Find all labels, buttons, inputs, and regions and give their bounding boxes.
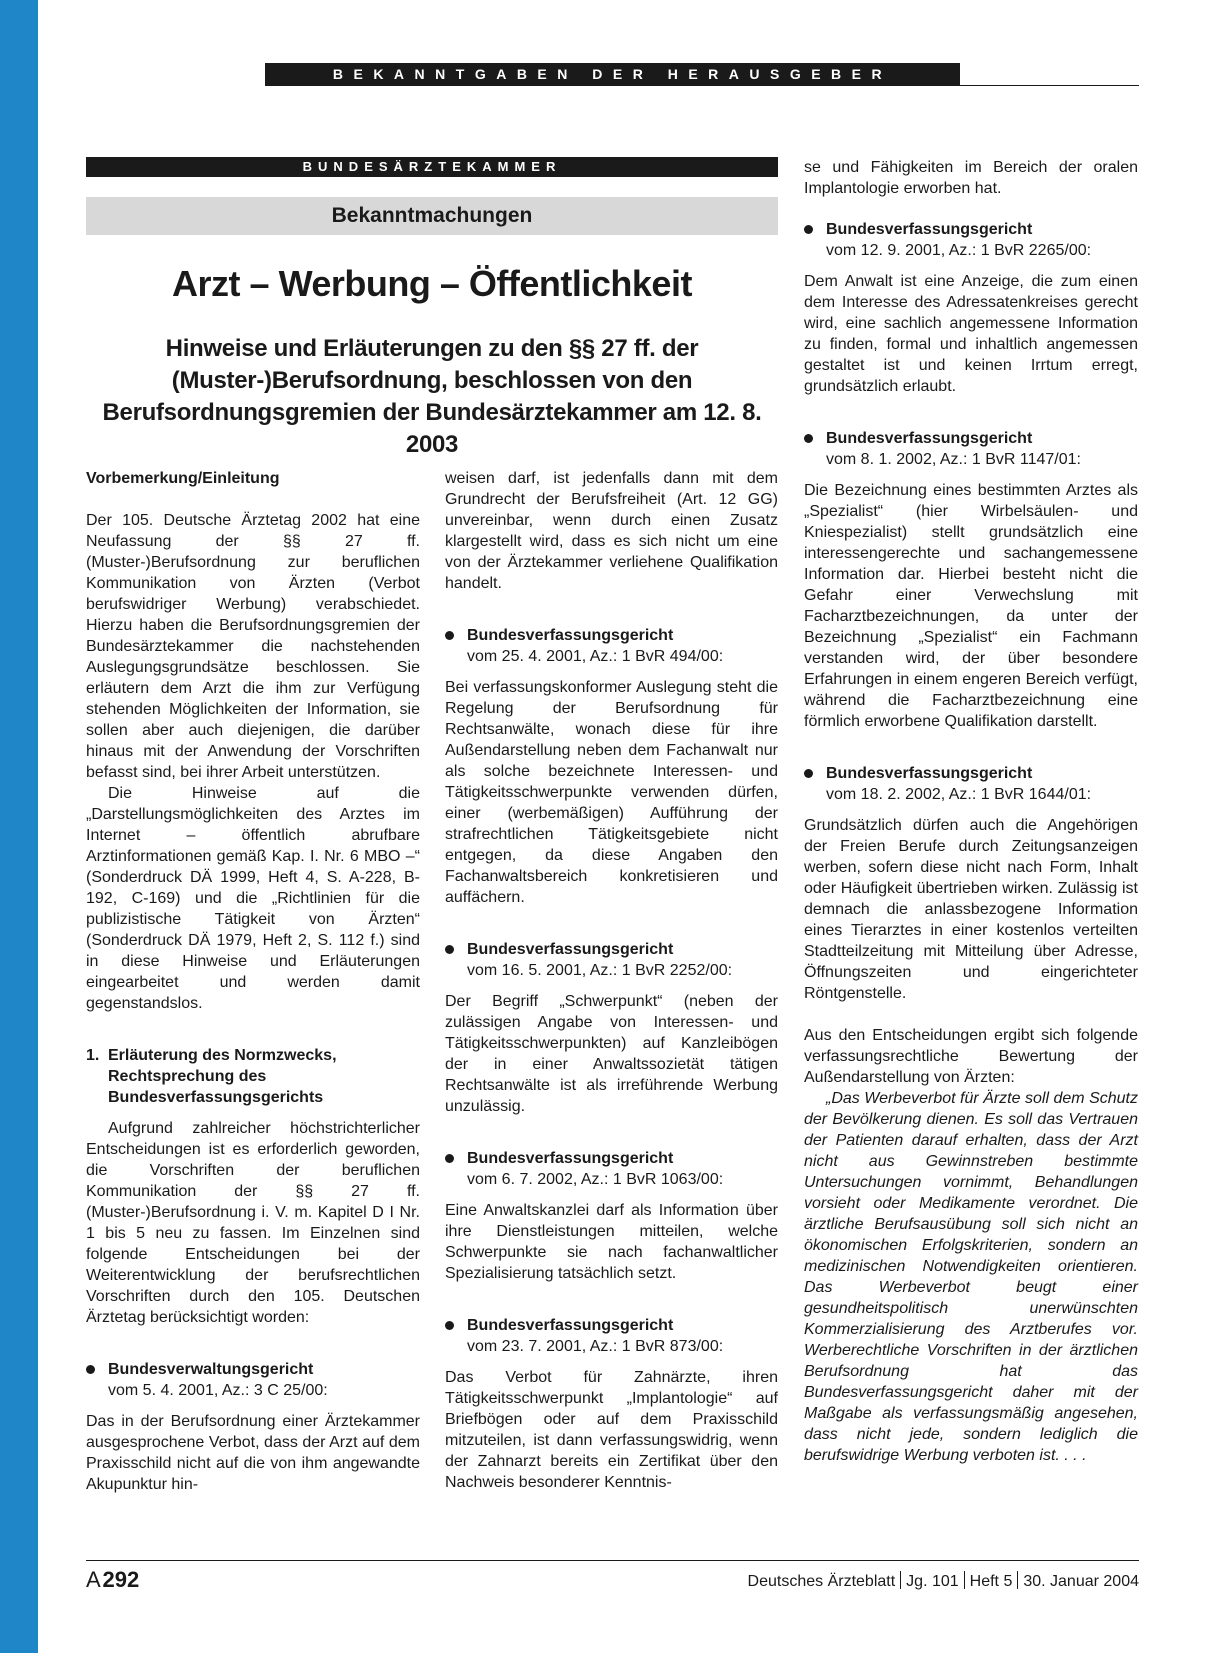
court-reference: vom 18. 2. 2002, Az.: 1 BvR 1644/01: <box>826 786 1092 803</box>
section-subheading: Bekanntmachungen <box>86 197 778 235</box>
journal-name: Deutsches Ärzteblatt <box>747 1573 896 1590</box>
header-banner: BEKANNTGABEN DER HERAUSGEBER <box>265 63 960 85</box>
section-label: BUNDESÄRZTEKAMMER <box>86 157 778 177</box>
header-rule <box>265 85 1139 86</box>
separator <box>900 1571 901 1589</box>
article-subtitle: Hinweise und Erläuterungen zu den §§ 27 ff. der (Muster-)Berufsordnung, beschlossen von den Berufsordnungsgremien der Bundesärztekammer am 12. 8. 2003 <box>102 335 762 458</box>
paragraph: Das in der Berufsordnung einer Ärztekammer ausgesprochene Verbot, dass der Arzt auf dem Praxisschild nicht auf die von ihm angewandte Akupunktur hin- <box>86 1413 420 1493</box>
separator <box>964 1571 965 1589</box>
court-name: Bundesverfassungsgericht <box>445 625 778 646</box>
journal-volume: Jg. 101 <box>906 1573 959 1590</box>
paragraph: Aus den Entscheidungen ergibt sich folgende verfassungsrechtliche Bewertung der Außendarstellung von Ärzten: <box>804 1027 1138 1086</box>
court-name: Bundesverfassungsgericht <box>445 1148 778 1169</box>
footer-rule <box>86 1560 1139 1561</box>
footer-citation <box>748 1571 1139 1591</box>
section-heading <box>86 1045 420 1108</box>
side-color-bar <box>0 0 38 1653</box>
court-reference: vom 23. 7. 2001, Az.: 1 BvR 873/00: <box>467 1338 724 1355</box>
section-number: 1. <box>86 1047 100 1064</box>
section-title: Erläuterung des Normzwecks, Rechtsprechung des Bundesverfassungsgerichts <box>108 1047 337 1106</box>
court-name: Bundesverfassungsgericht <box>445 1315 778 1336</box>
journal-date: 30. Januar 2004 <box>1023 1573 1139 1590</box>
paragraph: Die Hinweise auf die „Darstellungsmöglichkeiten des Arztes im Internet – öffentlich abrufbare Arztinformationen gemäß Kap. I. Nr. 6 MBO –“ (Sonderdruck DÄ 1999, Heft 4, S. A-228, B-192, C-169) und die „Richtlinien für die publizistische Tätigkeit von Ärzten“ (Sonderdruck DÄ 1979, Heft 2, S. 112 f.) sind in diese Hinweise und Erläuterungen eingearbeitet und werden damit gegenstandslos. <box>86 785 420 1012</box>
column-left <box>86 470 420 1495</box>
paragraph: Der 105. Deutsche Ärztetag 2002 hat eine Neufassung der §§ 27 ff. (Muster-)Berufsordnung zur beruflichen Kommunikation von Ärzten (Verbot berufswidriger Werbung) verabschiedet. Hierzu haben die Berufsordnungsgremien der Bundesärztekammer die nachstehenden Auslegungsgrundsätze beschlossen. Sie erläutern dem Arzt die ihm zur Verfügung stehenden Möglichkeiten der Information, sie sollen aber auch diejenigen, die darüber hinaus mit der Anwendung der Vorschriften befasst sind, bei ihrer Arbeit unterstützen. <box>86 512 420 781</box>
court-reference: vom 6. 7. 2002, Az.: 1 BvR 1063/00: <box>467 1171 724 1188</box>
paragraph: Das Verbot für Zahnärzte, ihren Tätigkeitsschwerpunkt „Implantologie“ auf Briefbögen oder auf dem Praxisschild mitzuteilen, ist dann verfassungswidrig, wenn der Zahnarzt bereits ein Zertifikat über den Nachweis besonderer Kenntnis- <box>445 1369 778 1491</box>
court-name: Bundesverfassungsgericht <box>804 428 1138 449</box>
court-name: Bundesverfassungsgericht <box>445 939 778 960</box>
court-reference: vom 25. 4. 2001, Az.: 1 BvR 494/00: <box>467 648 724 665</box>
page-number-value: 292 <box>102 1567 140 1592</box>
paragraph: Aufgrund zahlreicher höchstrichterlicher Entscheidungen ist es erforderlich geworden, die Vorschriften der beruflichen Kommunikation der §§ 27 ff. (Muster-)Berufsordnung i. V. m. Kapitel D I Nr. 1 bis 5 neu zu fassen. Im Einzelnen sind folgende Entscheidungen bei der Weiterentwicklung der berufsrechtlichen Vorschriften durch den 105. Deutschen Ärztetag berücksichtigt worden: <box>86 1120 420 1326</box>
court-reference: vom 8. 1. 2002, Az.: 1 BvR 1147/01: <box>826 451 1081 468</box>
quotation: „Das Werbeverbot für Ärzte soll dem Schutz der Bevölkerung dienen. Es soll das Vertrauen der Patienten darauf erhalten, dass der Arzt nicht aus Gewinnstreben bestimmte Untersuchungen vornimmt, Behandlungen vorsieht oder Medikamente verordnet. Die ärztliche Berufsausübung soll sich nicht an ökonomischen Erfolgskriterien, sondern an medizinischen Notwendigkeiten orientieren. Das Werbeverbot beugt einer gesundheitspolitisch unerwünschten Kommerzialisierung des Arztberufes vor. Werberechtliche Vorschriften in der ärztlichen Berufsordnung hat das Bundesverfassungsgericht daher mit der Maßgabe als verfassungsmäßig angesehen, dass nicht jede, sondern lediglich die berufswidrige Werbung verboten ist. . . . <box>804 1090 1138 1464</box>
page-prefix: A <box>86 1567 101 1592</box>
paragraph: Bei verfassungskonformer Auslegung steht die Regelung der Berufsordnung für Rechtsanwälte, wonach diese für ihre Außendarstellung neben dem Fachanwalt nur als solche bezeichnete Interessen- und Tätigkeitsschwerpunkte verwenden dürfen, einer (werbemäßigen) Aufführung der strafrechtlichen Tätigkeitsgebiete nicht entgegen, da diese Angaben den Fachanwaltsbereich konkretisieren und auffächern. <box>445 679 778 906</box>
paragraph: weisen darf, ist jedenfalls dann mit dem Grundrecht der Berufsfreiheit (Art. 12 GG) unvereinbar, wenn durch einen Zusatz klargestellt wird, dass es sich nicht um eine von der Ärztekammer verliehene Qualifikation handelt. <box>445 470 778 592</box>
intro-heading: Vorbemerkung/Einleitung <box>86 470 280 487</box>
separator <box>1017 1571 1018 1589</box>
court-name: Bundesverwaltungsgericht <box>86 1359 420 1380</box>
court-reference: vom 12. 9. 2001, Az.: 1 BvR 2265/00: <box>826 242 1092 259</box>
page-number <box>86 1567 139 1593</box>
article-title: Arzt – Werbung – Öffentlichkeit <box>172 263 692 304</box>
court-name: Bundesverfassungsgericht <box>804 219 1138 240</box>
court-reference: vom 16. 5. 2001, Az.: 1 BvR 2252/00: <box>467 962 733 979</box>
paragraph: Eine Anwaltskanzlei darf als Information über ihre Dienstleistungen mitteilen, welche Schwerpunkte sie nach fachanwaltlicher Spezialisierung tatsächlich setzt. <box>445 1202 778 1282</box>
paragraph: Der Begriff „Schwerpunkt“ (neben der zulässigen Angabe von Interessen- und Tätigkeitsschwerpunkten) auf Kanzleibögen der in einer Anwaltssozietät tätigen Rechtsanwälte ist als irreführende Werbung unzulässig. <box>445 993 778 1115</box>
journal-issue: Heft 5 <box>969 1573 1013 1590</box>
column-middle <box>445 470 778 1493</box>
paragraph: Grundsätzlich dürfen auch die Angehörigen der Freien Berufe durch Zeitungsanzeigen werben, sofern diese nicht nach Form, Inhalt oder Häufigkeit übertrieben wirken. Zulässig ist demnach die anlassbezogene Information eines Tierarztes in einer kostenlos verteilten Stadtteilzeitung mit Mitteilung über Adresse, Öffnungszeiten und eingerichteter Röntgenstelle. <box>804 817 1138 1002</box>
court-name: Bundesverfassungsgericht <box>804 763 1138 784</box>
paragraph: Dem Anwalt ist eine Anzeige, die zum einen dem Interesse des Adressatenkreises gerecht wird, eine sachlich angemessene Information zu finden, formal und inhaltlich angemessen gestaltet ist und keinen Irrtum erregt, grundsätzlich erlaubt. <box>804 273 1138 395</box>
paragraph: Die Bezeichnung eines bestimmten Arztes als „Spezialist“ (hier Wirbelsäulen- und Kniespezialist) stellt grundsätzlich eine interessengerechte und sachangemessene Information dar. Hierbei besteht nicht die Gefahr einer Verwechslung mit Facharztbezeichnungen, da unter der Bezeichnung „Spezialist“ ein Fachmann verstanden wird, der über besondere Erfahrungen in einem engeren Bereich verfügt, während die Facharztbezeichnung eine förmlich erworbene Qualifikation darstellt. <box>804 482 1138 730</box>
column-right <box>804 157 1138 1466</box>
court-reference: vom 5. 4. 2001, Az.: 3 C 25/00: <box>108 1382 328 1399</box>
paragraph: se und Fähigkeiten im Bereich der oralen Implantologie erworben hat. <box>804 159 1138 197</box>
